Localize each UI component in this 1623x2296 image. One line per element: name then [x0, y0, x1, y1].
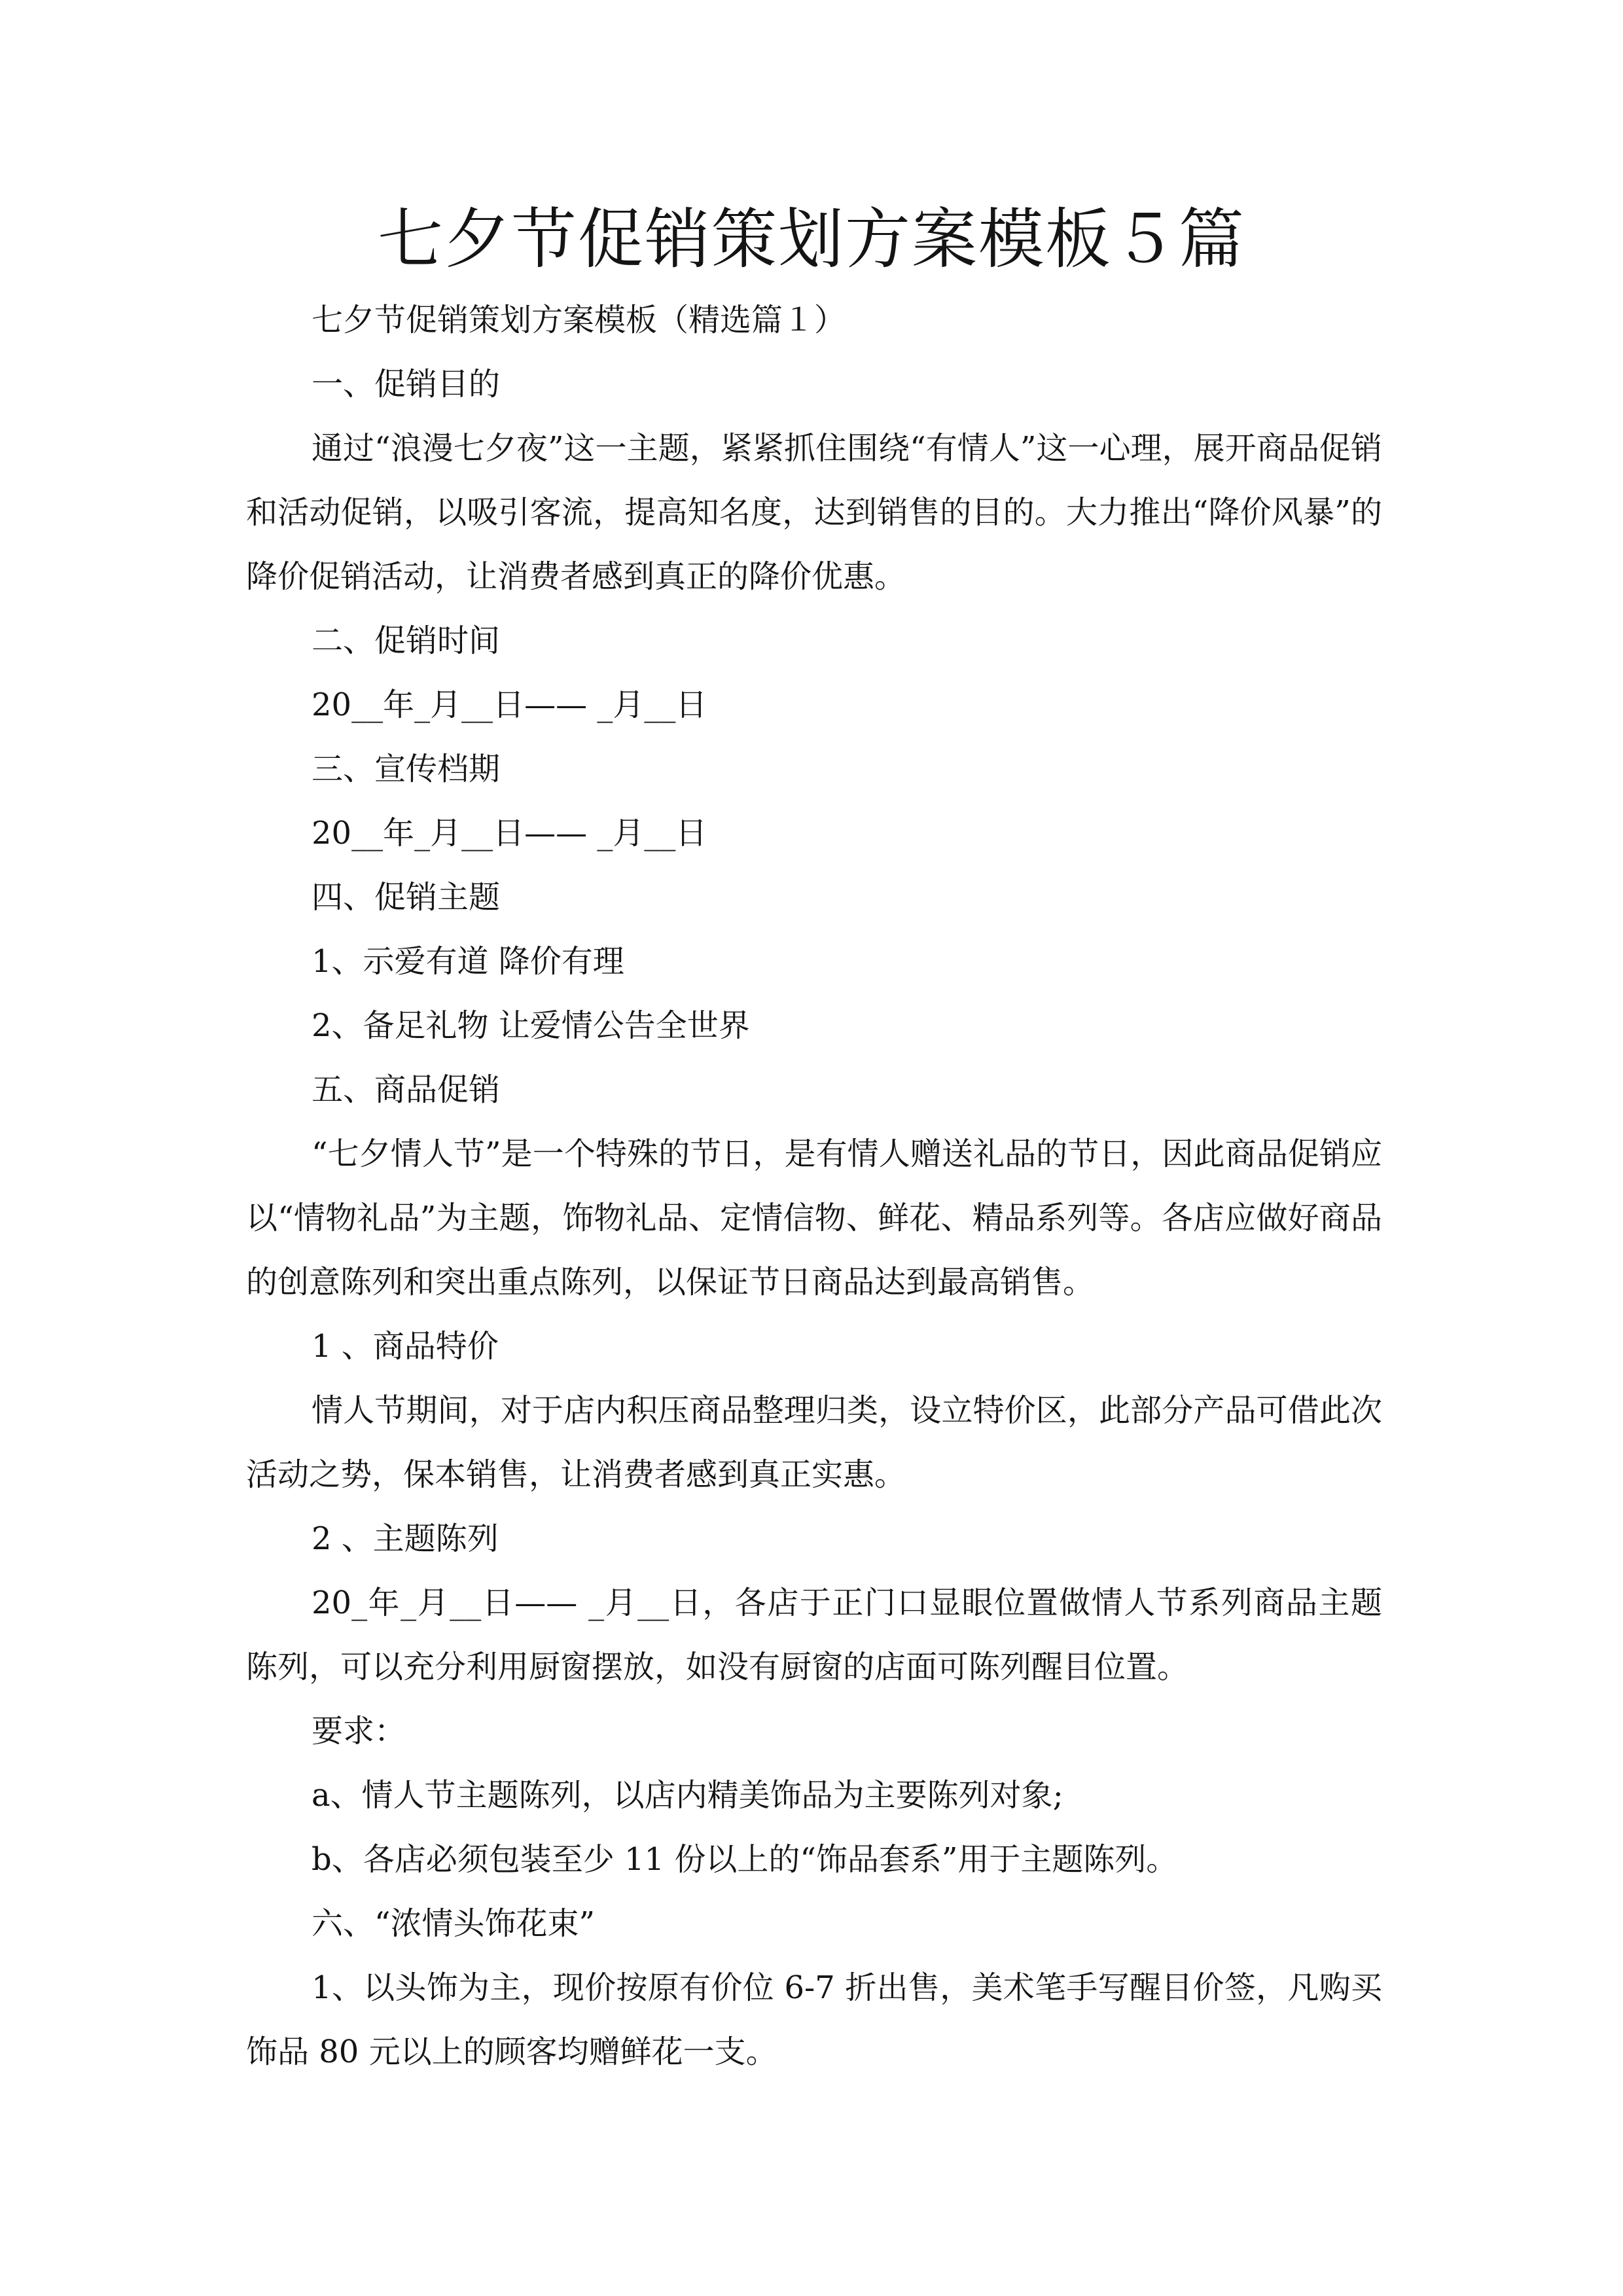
publicity-period-value: 20__年_月__日—— _月__日 — [312, 815, 707, 852]
heading-promotion-time: 二、促销时间 — [312, 622, 501, 659]
subheading-theme-display: 2 、主题陈列 — [312, 1520, 499, 1557]
paragraph-product-promotion: “七夕情人节”是一个特殊的节日，是有情人赠送礼品的节日，因此商品促销应以“情物礼品”为主题，饰物礼品、定情信物、鲜花、精品系列等。各店应做好商品的创意陈列和突出重点陈列，以保证节日商品达到最高销售。 — [246, 1136, 1382, 1300]
theme-item-2: 2、备足礼物 让爱情公告全世界 — [312, 1007, 750, 1044]
promotion-time-value: 20__年_月__日—— _月__日 — [312, 687, 707, 723]
theme-item-1: 1、示爱有道 降价有理 — [312, 943, 624, 980]
section-subtitle: 七夕节促销策划方案模板（精选篇１） — [312, 302, 846, 338]
paragraph-special-price: 情人节期间，对于店内积压商品整理归类，设立特价区，此部分产品可借此次活动之势，保本销售，让消费者感到真正实惠。 — [246, 1392, 1382, 1493]
paragraph-hair-accessory-offer: 1、以头饰为主，现价按原有价位 6-7 折出售，美术笔手写醒目价签，凡购买饰品 80 元以上的顾客均赠鲜花一支。 — [246, 1969, 1382, 2070]
subheading-special-price: 1 、商品特价 — [312, 1328, 499, 1365]
heading-publicity-period: 三、宣传档期 — [312, 751, 501, 787]
document-title: 七夕节促销策划方案模板５篇 — [378, 201, 1245, 278]
heading-promotion-theme: 四、促销主题 — [312, 879, 501, 916]
paragraph-promotion-purpose: 通过“浪漫七夕夜”这一主题，紧紧抓住围绕“有情人”这一心理，展开商品促销和活动促销，以吸引客流，提高知名度，达到销售的目的。大力推出“降价风暴”的降价促销活动，让消费者感到真正的降价优惠。 — [246, 430, 1382, 595]
heading-promotion-purpose: 一、促销目的 — [312, 366, 501, 403]
heading-product-promotion: 五、商品促销 — [312, 1071, 501, 1108]
requirement-b: b、各店必须包装至少 11 份以上的“饰品套系”用于主题陈列。 — [312, 1841, 1178, 1878]
requirements-label: 要求： — [312, 1713, 406, 1749]
requirement-a: a、情人节主题陈列，以店内精美饰品为主要陈列对象; — [312, 1777, 1063, 1814]
heading-hair-accessory-bouquet: 六、“浓情头饰花束” — [312, 1905, 596, 1942]
paragraph-theme-display: 20_年_月__日—— _月__日，各店于正门口显眼位置做情人节系列商品主题陈列，可以充分利用厨窗摆放，如没有厨窗的店面可陈列醒目位置。 — [246, 1585, 1382, 1685]
document-body — [246, 288, 1382, 2084]
